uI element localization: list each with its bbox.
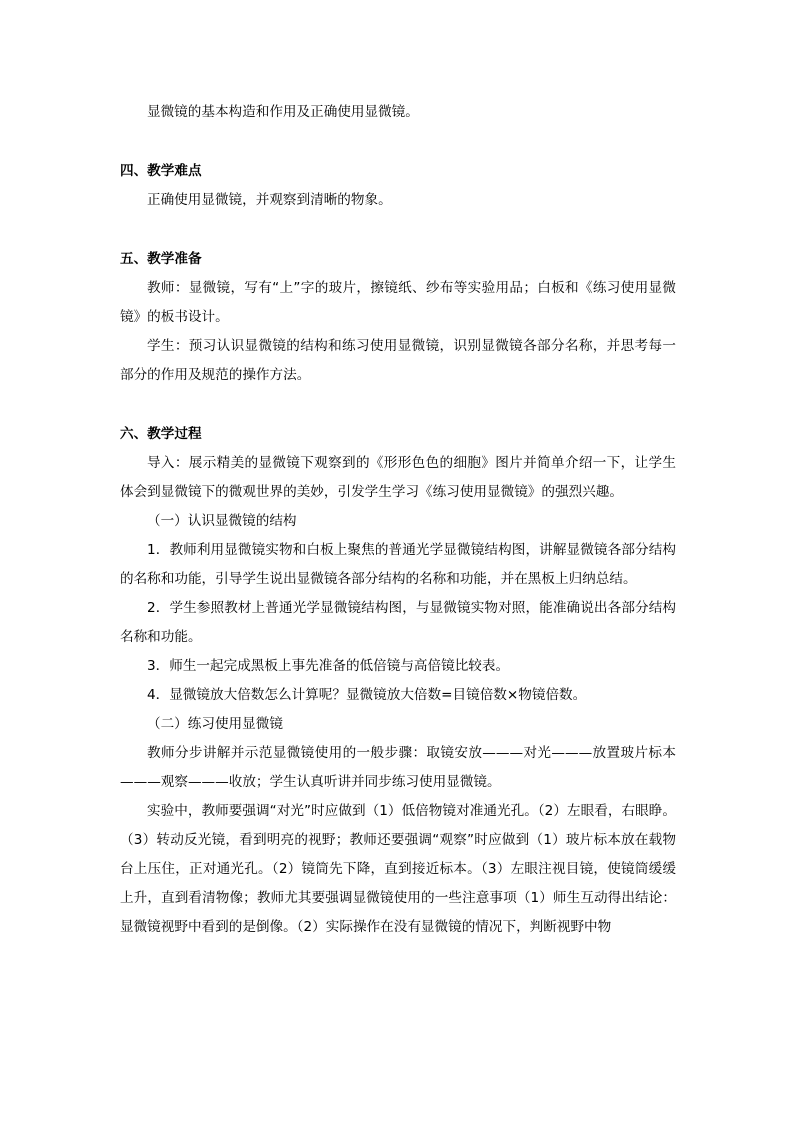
paragraph-usage-steps: 教师分步讲解并示范显微镜使用的一般步骤：取镜安放———对光———放置玻片标本———观察———收放；学生认真听讲并同步练习使用显微镜。: [120, 745, 676, 790]
heading-teaching-process: 六、教学过程: [120, 426, 202, 442]
list-item-4: 4．显微镜放大倍数怎么计算呢？显微镜放大倍数=目镜倍数×物镜倍数。: [147, 687, 587, 703]
paragraph-experiment-notes: 实验中，教师要强调“对光”时应做到（1）低倍物镜对准通光孔。（2）左眼看，右眼睁。（3）转动反光镜，看到明亮的视野；教师还要强调“观察”时应做到（1）玻片标本放在载物台上压住，正对通光孔。（2）镜筒先下降，直到接近标本。（3）左眼注视目镜，使镜筒缓缓上升，直到看清物像；教师尤其要强调显微镜使用的一些注意事项（1）师生互动得出结论：显微镜视野中看到的是倒像。（2）实际操作在没有显微镜的情况下，判断视野中物: [120, 803, 676, 935]
heading-teaching-difficulties: 四、教学难点: [120, 163, 202, 179]
paragraph-teacher-preparation: 教师：显微镜，写有“上”字的玻片，擦镜纸、纱布等实验用品；白板和《练习使用显微镜》的板书设计。: [120, 280, 676, 325]
subheading-microscope-structure: （一）认识显微镜的结构: [147, 513, 297, 529]
document-page: [120, 98, 676, 942]
subheading-practice-microscope: （二）练习使用显微镜: [147, 716, 283, 732]
list-item-1: 1．教师利用显微镜实物和白板上聚焦的普通光学显微镜结构图，讲解显微镜各部分结构的名称和功能，引导学生说出显微镜各部分结构的名称和功能，并在黑板上归纳总结。: [120, 542, 676, 587]
heading-teaching-preparation: 五、教学准备: [120, 251, 202, 267]
paragraph-student-preparation: 学生：预习认识显微镜的结构和练习使用显微镜，识别显微镜各部分名称，并思考每一部分的作用及规范的操作方法。: [120, 338, 676, 383]
list-item-3: 3．师生一起完成黑板上事先准备的低倍镜与高倍镜比较表。: [147, 658, 510, 674]
paragraph-introduction: 导入：展示精美的显微镜下观察到的《形形色色的细胞》图片并简单介绍一下，让学生体会到显微镜下的微观世界的美妙，引发学生学习《练习使用显微镜》的强烈兴趣。: [120, 455, 676, 500]
list-item-2: 2．学生参照教材上普通光学显微镜结构图，与显微镜实物对照，能准确说出各部分结构名称和功能。: [120, 600, 676, 645]
paragraph-key-points: 显微镜的基本构造和作用及正确使用显微镜。: [147, 104, 419, 120]
paragraph-difficulties: 正确使用显微镜，并观察到清晰的物象。: [147, 192, 392, 208]
